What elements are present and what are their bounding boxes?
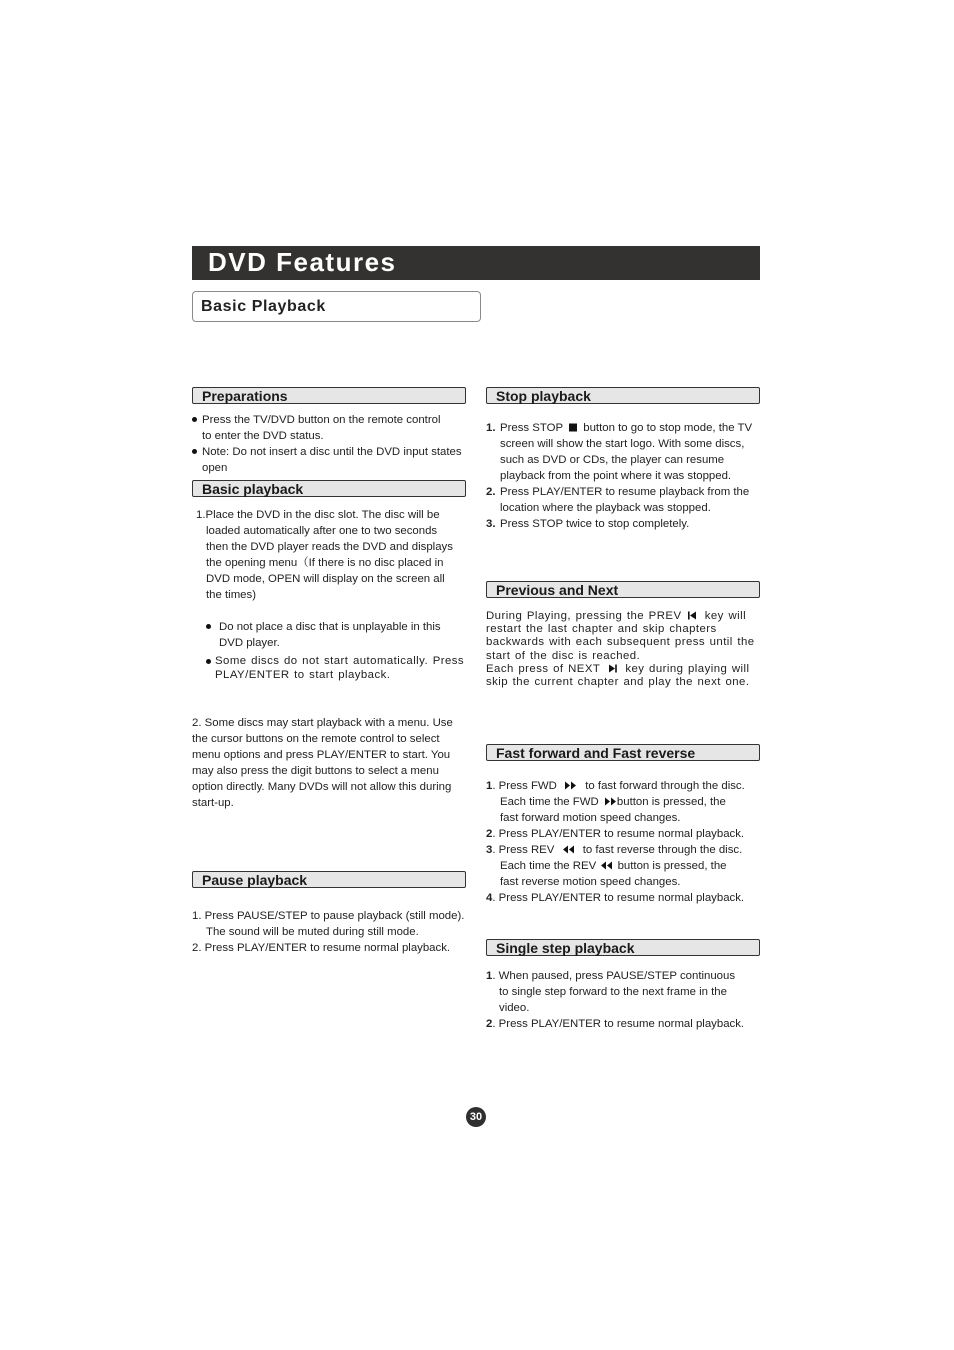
text-line: Note: Do not insert a disc until the DVD input states — [202, 446, 462, 458]
single-step-heading-bar — [486, 939, 760, 956]
text-line: to single step forward to the next frame in the — [499, 986, 727, 998]
basic-playback-step-2 — [192, 715, 482, 811]
stop-square-icon — [566, 423, 580, 432]
text-line: start of the disc is reached. — [486, 649, 641, 662]
text-line: to enter the DVD status. — [202, 430, 324, 442]
previous-next-heading-bar — [486, 581, 760, 598]
pause-playback-heading-bar — [192, 871, 466, 888]
basic-playback-note-2 — [206, 654, 486, 682]
text-span: Press STOP — [500, 422, 563, 434]
list-item — [486, 778, 770, 826]
text-line: the times) — [206, 589, 257, 601]
text-line: DVD mode, OPEN will display on the screen all — [206, 573, 445, 585]
fast-forward-icon — [560, 781, 582, 790]
item-number: 3. — [486, 518, 496, 530]
text-line: playback from the point where it was stopped. — [500, 470, 732, 482]
text-span: . Press PLAY/ENTER to resume normal playback. — [492, 892, 745, 904]
preparations-heading: Preparations — [202, 388, 288, 404]
preparations-text — [192, 412, 482, 476]
text-line: location where the playback was stopped. — [500, 502, 711, 514]
text-line: fast forward motion speed changes. — [500, 812, 681, 824]
text-span: key during playing will — [625, 662, 750, 675]
previous-track-icon — [686, 611, 700, 620]
text-line: DVD player. — [219, 637, 280, 649]
text-line: skip the current chapter and play the next one. — [486, 676, 750, 689]
fast-forward-reverse-text — [486, 778, 770, 906]
single-step-heading: Single step playback — [496, 940, 635, 956]
text-line: menu options and press PLAY/ENTER to start. You — [192, 749, 451, 761]
next-track-icon — [605, 664, 621, 673]
text-line: may also press the digit buttons to select a menu — [192, 765, 439, 777]
text-span: . Press PLAY/ENTER to resume normal playback. — [492, 1018, 745, 1030]
text-span: to fast reverse through the disc. — [582, 844, 743, 856]
text-span: . Press REV — [492, 844, 555, 856]
text-line: 1.Place the DVD in the disc slot. The disc will be — [196, 509, 440, 521]
basic-playback-note-1 — [206, 619, 486, 651]
fast-forward-icon — [602, 797, 617, 806]
fast-reverse-icon — [599, 861, 614, 870]
text-span: . Press PLAY/ENTER to resume normal playback. — [492, 828, 745, 840]
text-line: 1. Press PAUSE/STEP to pause playback (still mode). — [192, 910, 465, 922]
list-item — [486, 516, 770, 532]
text-line: loaded automatically after one to two seconds — [206, 525, 438, 537]
page-title: DVD Features — [208, 247, 397, 277]
note-bullet — [206, 619, 486, 635]
text-span: . When paused, press PAUSE/STEP continuous — [492, 970, 736, 982]
fast-forward-reverse-heading: Fast forward and Fast reverse — [496, 745, 696, 761]
text-span: Each press of NEXT — [486, 662, 601, 675]
pause-playback-text — [192, 908, 484, 956]
text-span: . Press FWD — [492, 780, 557, 792]
item-number: 1 — [486, 780, 493, 792]
text-line: option directly. Many DVDs will not allow this during — [192, 781, 452, 793]
text-line: the cursor buttons on the remote control to select — [192, 733, 440, 745]
single-step-text — [486, 968, 770, 1032]
section-title-box — [192, 291, 481, 322]
title-banner — [192, 246, 760, 280]
text-line: fast reverse motion speed changes. — [500, 876, 681, 888]
text-line: Press PLAY/ENTER to resume playback from the — [500, 486, 750, 498]
text-line: such as DVD or CDs, the player can resume — [500, 454, 725, 466]
text-line: the opening menu（If there is no disc placed in — [206, 557, 444, 569]
text-line: Press the TV/DVD button on the remote control — [202, 414, 441, 426]
text-span: button is pressed, the — [617, 860, 727, 872]
stop-playback-heading: Stop playback — [496, 388, 591, 404]
text-line: 2. Press PLAY/ENTER to resume normal playback. — [192, 942, 451, 954]
basic-playback-heading-bar — [192, 480, 466, 497]
text-line: Do not place a disc that is unplayable in this — [219, 621, 441, 633]
item-number: 3 — [486, 844, 493, 856]
text-line: Some discs do not start automatically. Press — [215, 655, 465, 667]
fast-forward-reverse-heading-bar — [486, 744, 760, 761]
text-line: PLAY/ENTER to start playback. — [215, 669, 391, 681]
preparations-bullet-1 — [192, 412, 482, 428]
text-line: video. — [499, 1002, 530, 1014]
item-number: 1 — [486, 970, 493, 982]
text-line: screen will show the start logo. With some discs, — [500, 438, 745, 450]
text-line: The sound will be muted during still mode. — [206, 926, 419, 938]
text-span: to fast forward through the disc. — [585, 780, 745, 792]
text-line: open — [202, 462, 228, 474]
text-line: 2. Some discs may start playback with a menu. Use — [192, 717, 453, 729]
text-span: button is pressed, the — [616, 796, 726, 808]
pause-playback-heading: Pause playback — [202, 872, 308, 888]
text-line: backwards with each subsequent press until the — [486, 636, 755, 649]
text-span: Each time the REV — [500, 860, 597, 872]
previous-next-heading: Previous and Next — [496, 582, 619, 598]
text-span: key will — [704, 610, 747, 622]
item-number: 2. — [486, 486, 496, 498]
text-line: start-up. — [192, 797, 234, 809]
basic-playback-step-1 — [196, 507, 486, 603]
previous-next-text — [486, 610, 770, 689]
text-span: button to go to stop mode, the TV — [583, 422, 753, 434]
preparations-heading-bar — [192, 387, 466, 404]
section-title: Basic Playback — [201, 298, 326, 315]
list-item — [486, 420, 770, 484]
preparations-bullet-2 — [192, 444, 482, 460]
stop-playback-text — [486, 420, 770, 532]
item-number: 2 — [486, 1018, 493, 1030]
text-line: restart the last chapter and skip chapters — [486, 623, 717, 636]
basic-playback-heading: Basic playback — [202, 481, 304, 497]
note-bullet — [206, 654, 486, 668]
item-number: 4 — [486, 892, 493, 904]
page-number: 30 — [466, 1107, 486, 1127]
item-number: 1. — [486, 422, 496, 434]
fast-reverse-icon — [558, 845, 580, 854]
stop-playback-heading-bar — [486, 387, 760, 404]
text-span: During Playing, pressing the PREV — [486, 610, 682, 622]
text-span: Each time the FWD — [500, 796, 599, 808]
list-item — [486, 484, 770, 516]
list-item — [486, 842, 770, 890]
text-line: Press STOP twice to stop completely. — [500, 518, 690, 530]
text-line: then the DVD player reads the DVD and displays — [206, 541, 453, 553]
item-number: 2 — [486, 828, 493, 840]
